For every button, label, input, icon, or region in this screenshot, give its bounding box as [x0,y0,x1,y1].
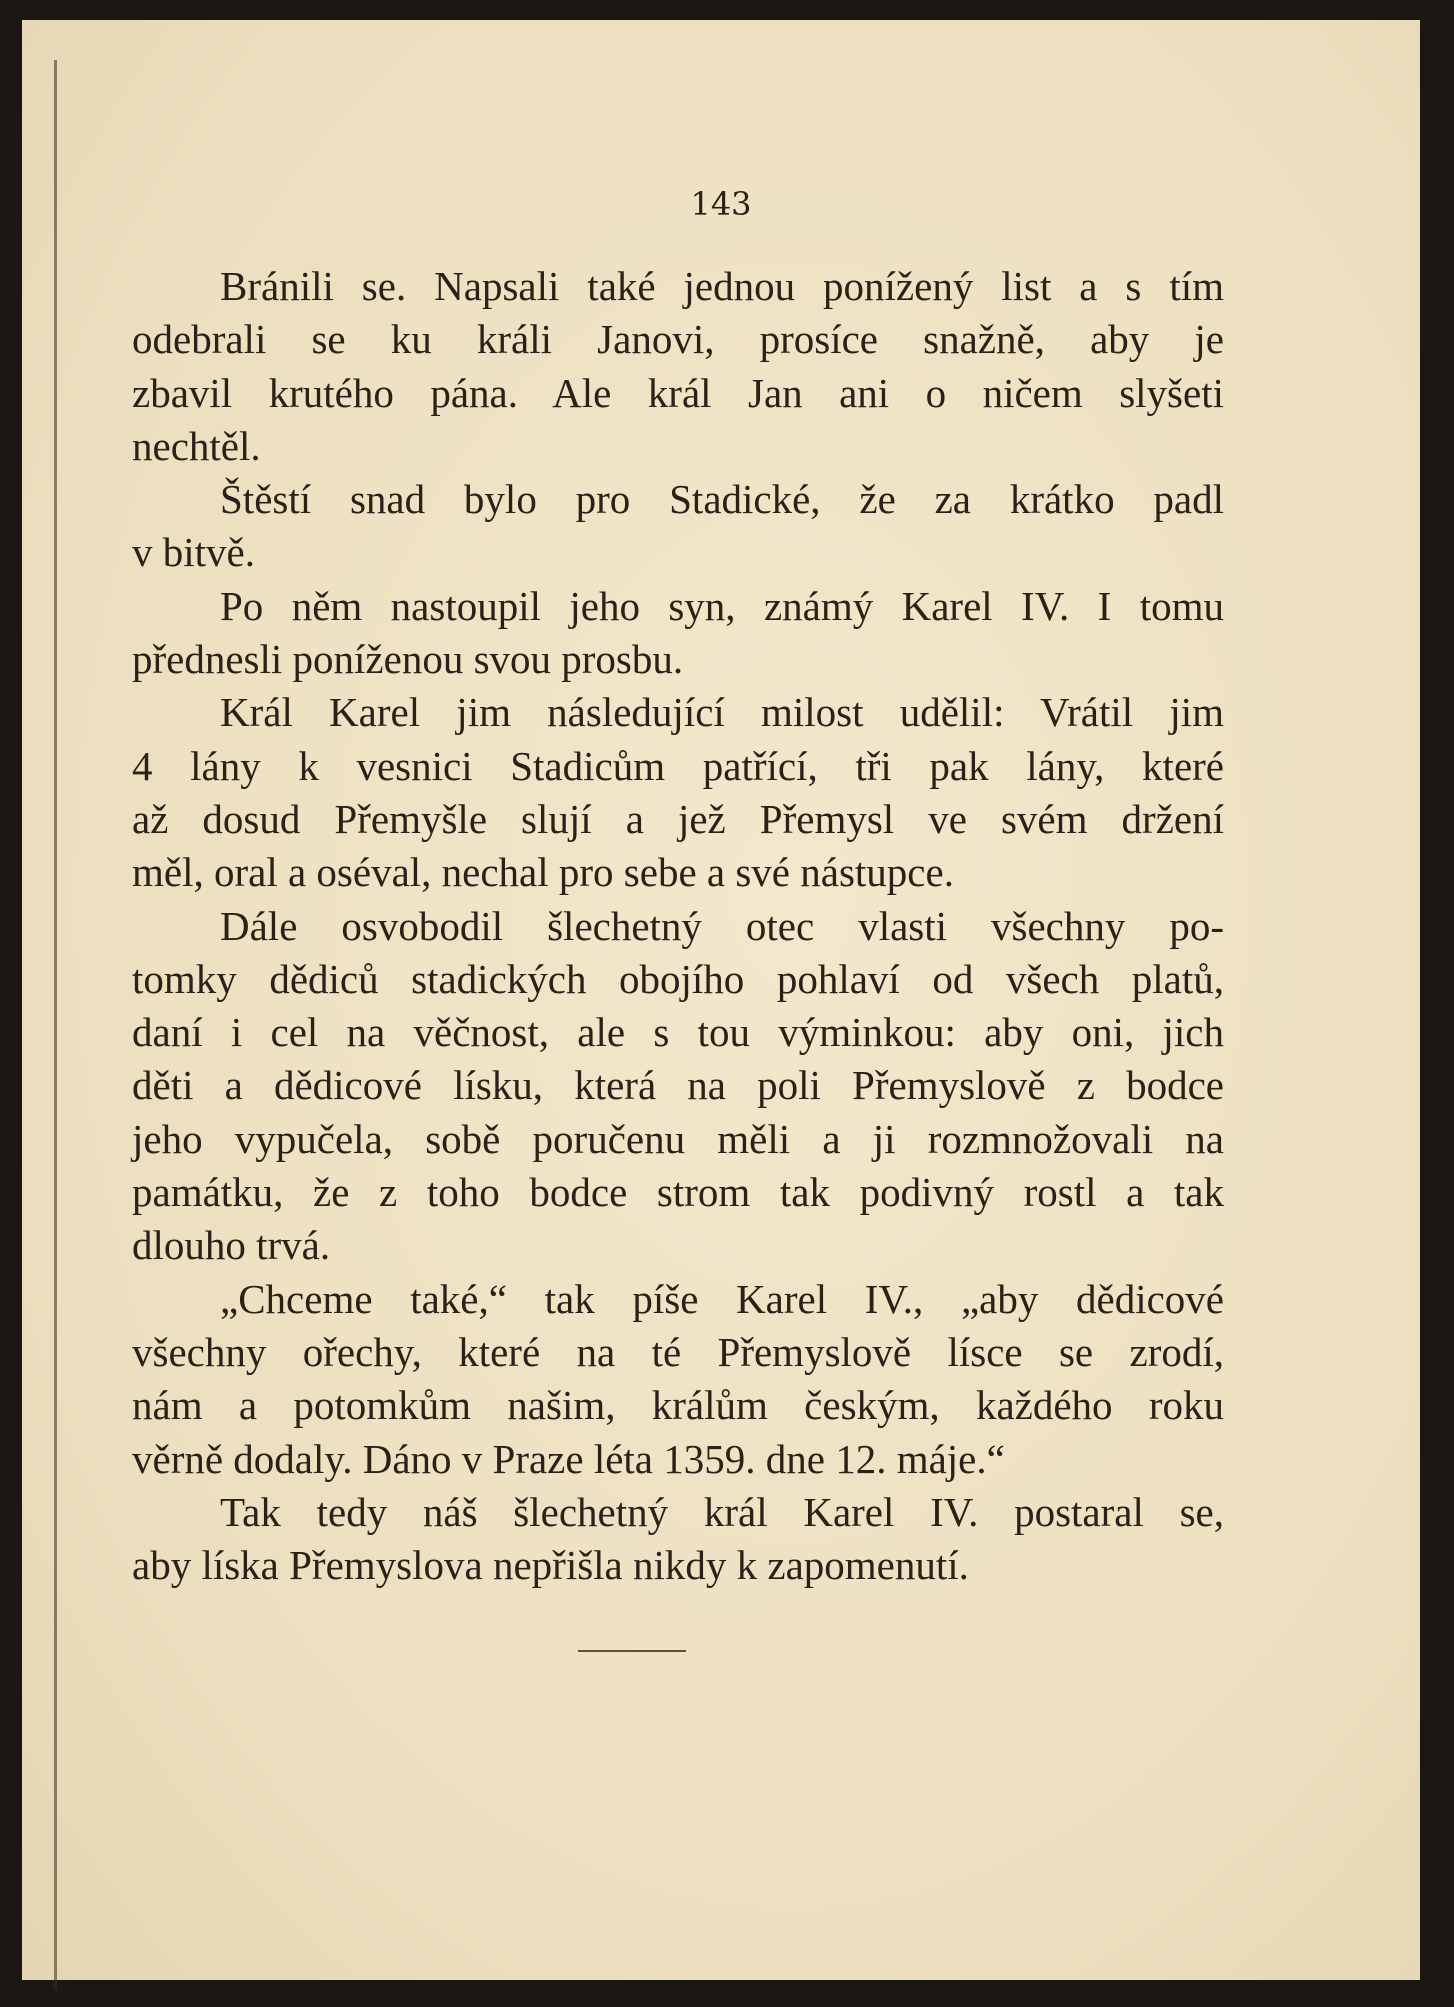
text-line: přednesli poníženou svou prosbu. [132,636,684,683]
text-line: věrně dodaly. Dáno v Praze léta 1359. dne 12. máje.“ [132,1435,1005,1482]
text-line: tomky dědiců stadických obojího pohlaví od všech platů, [132,955,1224,1002]
binding-edge [54,60,57,1990]
text-line: Král Karel jim následující milost udělil: Vrátil jim [220,689,1224,736]
text-line: měl, oral a oséval, nechal pro sebe a své nástupce. [132,849,954,896]
book-page [22,20,1420,1980]
text-line: zbavil krutého pána. Ale král Jan ani o ničem slyšeti [132,369,1224,416]
text-line: jeho vypučela, sobě poručenu měli a ji rozmnožovali na [132,1115,1224,1162]
page-number: 143 [690,185,752,223]
text-line: odebrali se ku králi Janovi, prosíce snažně, aby je [132,316,1224,363]
text-line: nechtěl. [132,422,261,469]
body-text [132,260,1224,1592]
text-line: Dále osvobodil šlechetný otec vlasti všechny po- [220,902,1224,949]
text-line: v bitvě. [132,529,255,576]
text-line: děti a dědicové lísku, která na poli Přemyslově z bodce [132,1062,1224,1109]
text-line: daní i cel na věčnost, ale s tou výminkou: aby oni, jich [132,1009,1224,1056]
text-line: Bránili se. Napsali také jednou ponížený list a s tím [220,263,1224,309]
text-line: nám a potomkům našim, králům českým, každého roku [132,1382,1224,1429]
text-line: všechny ořechy, které na té Přemyslově lísce se zrodí, [132,1328,1224,1375]
text-line: Po něm nastoupil jeho syn, známý Karel IV. I tomu [220,582,1224,629]
end-rule [578,1650,686,1652]
text-line: dlouho trvá. [132,1222,331,1269]
text-line: aby líska Přemyslova nepřišla nikdy k zapomenutí. [132,1542,969,1589]
text-line: až dosud Přemyšle slují a jež Přemysl ve svém držení [132,795,1224,842]
text-line: 4 lány k vesnici Stadicům patřící, tři pak lány, které [132,742,1224,789]
text-line: „Chceme také,“ tak píše Karel IV., „aby dědicové [220,1275,1224,1322]
text-line: Štěstí snad bylo pro Stadické, že za krátko padl [220,476,1224,523]
text-line: památku, že z toho bodce strom tak podivný rostl a tak [132,1169,1224,1216]
text-line: Tak tedy náš šlechetný král Karel IV. postaral se, [220,1488,1224,1535]
